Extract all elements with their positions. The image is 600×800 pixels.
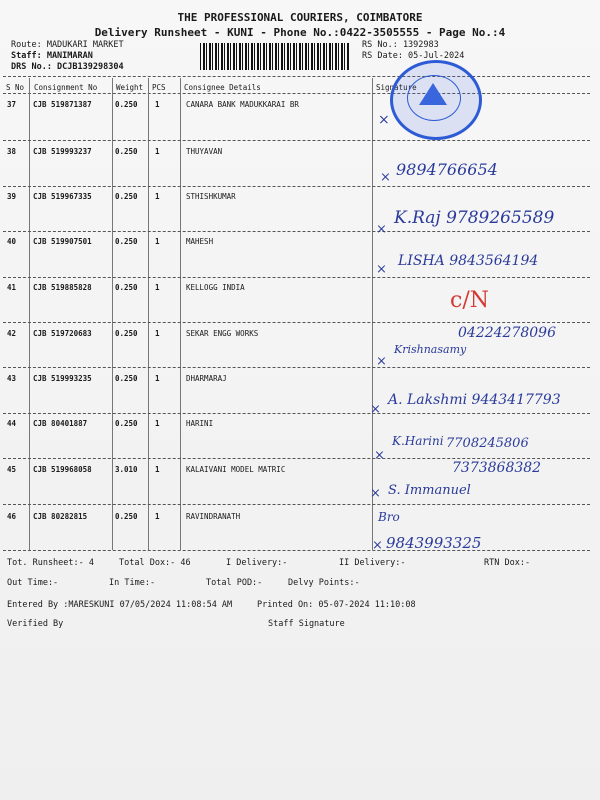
row-consignment: CJB 519871387 xyxy=(33,100,92,109)
row-consignment: CJB 519993237 xyxy=(33,147,92,156)
row-divider xyxy=(3,550,590,551)
row-weight: 0.250 xyxy=(115,329,138,338)
row-weight: 0.250 xyxy=(115,419,138,428)
column-divider xyxy=(112,78,113,550)
row-consignee: THUYAVAN xyxy=(186,147,223,156)
stamp-emblem xyxy=(419,83,447,105)
total-dox: Total Dox:- 46 xyxy=(119,558,191,568)
row-pcs: 1 xyxy=(155,419,160,428)
row-consignee: KELLOGG INDIA xyxy=(186,283,245,292)
handwritten-phone: 7708245806 xyxy=(446,436,529,451)
row-weight: 3.010 xyxy=(115,465,138,474)
handwritten-signature: K.Raj 9789265589 xyxy=(394,208,555,228)
row-weight: 0.250 xyxy=(115,147,138,156)
drs-number: DRS No.: DCJB139298304 xyxy=(11,62,124,72)
rs-date: RS Date: 05-Jul-2024 xyxy=(362,51,465,61)
handwritten-note: Bro xyxy=(378,510,400,524)
column-divider xyxy=(372,78,373,550)
signature-cross: × xyxy=(372,538,383,553)
signature-cross: × xyxy=(380,170,391,185)
out-time: Out Time:- xyxy=(7,578,59,588)
row-sno: 45 xyxy=(7,465,17,474)
row-pcs: 1 xyxy=(155,237,160,246)
divider xyxy=(3,93,590,94)
row-consignee: DHARMARAJ xyxy=(186,374,227,383)
row-divider xyxy=(3,458,590,459)
rtn-dox: RTN Dox:- xyxy=(484,558,531,568)
handwritten-phone: 04224278096 xyxy=(458,325,556,341)
row-divider xyxy=(3,367,590,368)
row-pcs: 1 xyxy=(155,192,160,201)
rs-number: RS No.: 1392983 xyxy=(362,40,439,50)
handwritten-phone: 7373868382 xyxy=(452,460,542,476)
column-divider xyxy=(180,78,181,550)
runsheet-subtitle: Delivery Runsheet - KUNI - Phone No.:0422-3505555 - Page No.:4 xyxy=(94,26,506,39)
column-divider xyxy=(29,78,30,550)
staff-signature: Staff Signature xyxy=(268,619,345,629)
entered-by: Entered By :MARESKUNI 07/05/2024 11:08:54 AM xyxy=(7,600,233,610)
row-divider xyxy=(3,186,590,187)
row-consignee: CANARA BANK MADUKKARAI BR xyxy=(186,100,299,109)
row-consignment: CJB 80401887 xyxy=(33,419,88,428)
in-time: In Time:- xyxy=(109,578,156,588)
route-label: Route: MADUKARI MARKET xyxy=(11,40,124,50)
row-pcs: 1 xyxy=(155,100,160,109)
i-delivery: I Delivery:- xyxy=(226,558,288,568)
signature-cross: × xyxy=(376,222,387,237)
row-sno: 46 xyxy=(7,512,17,521)
row-weight: 0.250 xyxy=(115,374,138,383)
divider xyxy=(3,76,590,77)
col-header-sno: S No xyxy=(6,83,25,92)
row-consignment: CJB 519993235 xyxy=(33,374,92,383)
row-weight: 0.250 xyxy=(115,283,138,292)
col-header-weight: Weight xyxy=(116,83,144,92)
row-consignee: MAHESH xyxy=(186,237,214,246)
row-consignment: CJB 519967335 xyxy=(33,192,92,201)
row-pcs: 1 xyxy=(155,283,160,292)
row-sno: 43 xyxy=(7,374,17,383)
row-consignment: CJB 519968058 xyxy=(33,465,92,474)
row-divider xyxy=(3,231,590,232)
row-divider xyxy=(3,322,590,323)
row-consignee: HARINI xyxy=(186,419,214,428)
row-pcs: 1 xyxy=(155,374,160,383)
handwritten-signature: LISHA 9843564194 xyxy=(398,253,539,269)
tot-runsheet: Tot. Runsheet:- 4 xyxy=(7,558,94,568)
handwritten-signature: A. Lakshmi 9443417793 xyxy=(388,392,561,408)
printed-on: Printed On: 05-07-2024 11:10:08 xyxy=(257,600,416,610)
row-weight: 0.250 xyxy=(115,512,138,521)
signature-cross: × xyxy=(376,262,387,277)
row-pcs: 1 xyxy=(155,147,160,156)
signature-cross: × xyxy=(374,448,385,463)
staff-label: Staff: MANIMARAN xyxy=(11,51,93,61)
row-sno: 37 xyxy=(7,100,17,109)
row-weight: 0.250 xyxy=(115,100,138,109)
row-consignment: CJB 519885828 xyxy=(33,283,92,292)
verified-by: Verified By xyxy=(7,619,64,629)
row-consignee: KALAIVANI MODEL MATRIC xyxy=(186,465,286,474)
row-consignment: CJB 80282815 xyxy=(33,512,88,521)
col-header-pcs: PCS xyxy=(152,83,166,92)
total-pod: Total POD:- xyxy=(206,578,263,588)
col-header-consignment: Consignment No xyxy=(34,83,98,92)
row-pcs: 1 xyxy=(155,329,160,338)
handwritten-phone: 9894766654 xyxy=(396,160,498,179)
row-weight: 0.250 xyxy=(115,192,138,201)
row-consignee: RAVINDRANATH xyxy=(186,512,241,521)
row-sno: 42 xyxy=(7,329,17,338)
col-header-consignee: Consignee Details xyxy=(184,83,261,92)
handwritten-signature: S. Immanuel xyxy=(388,483,471,498)
row-consignment: CJB 519720683 xyxy=(33,329,92,338)
handwritten-phone: 9843993325 xyxy=(386,534,482,552)
handwritten-note: c/N xyxy=(450,288,489,313)
row-divider xyxy=(3,277,590,278)
delvy-points: Delvy Points:- xyxy=(288,578,360,588)
row-sno: 39 xyxy=(7,192,17,201)
signature-cross: × xyxy=(370,402,381,417)
row-sno: 40 xyxy=(7,237,17,246)
row-consignee: STHISHKUMAR xyxy=(186,192,236,201)
row-sno: 44 xyxy=(7,419,17,428)
signature-cross: × xyxy=(378,112,390,128)
row-divider xyxy=(3,140,590,141)
row-divider xyxy=(3,504,590,505)
courier-stamp xyxy=(390,60,482,140)
row-pcs: 1 xyxy=(155,512,160,521)
signature-cross: × xyxy=(376,354,387,369)
col-header-signature: Signature xyxy=(376,83,417,92)
row-consignee: SEKAR ENGG WORKS xyxy=(186,329,259,338)
row-pcs: 1 xyxy=(155,465,160,474)
row-weight: 0.250 xyxy=(115,237,138,246)
signature-cross: × xyxy=(370,486,381,501)
row-sno: 38 xyxy=(7,147,17,156)
row-sno: 41 xyxy=(7,283,17,292)
handwritten-signature: K.Harini xyxy=(392,434,444,448)
barcode xyxy=(200,43,350,70)
handwritten-signature: Krishnasamy xyxy=(394,343,467,356)
row-consignment: CJB 519907501 xyxy=(33,237,92,246)
ii-delivery: II Delivery:- xyxy=(339,558,406,568)
row-divider xyxy=(3,413,590,414)
column-divider xyxy=(148,78,149,550)
company-title: THE PROFESSIONAL COURIERS, COIMBATORE xyxy=(177,11,423,24)
